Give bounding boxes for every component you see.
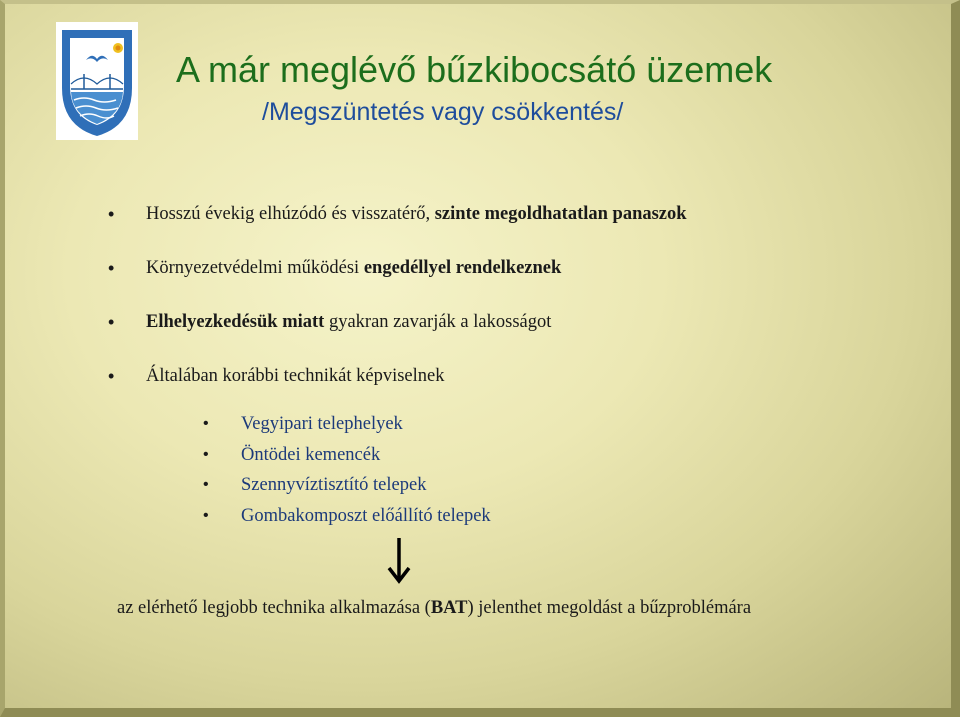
bullet-emphasis: szinte megoldhatatlan panaszok bbox=[434, 204, 687, 224]
sub-bullet-item: • Vegyipari telephelyek bbox=[203, 413, 491, 444]
bullet-text: Hosszú évekig elhúzódó és visszatérő, bbox=[146, 204, 435, 224]
sub-bullet-item: • Gombakomposzt előállító telepek bbox=[203, 505, 491, 536]
slide-subtitle: /Megszüntetés vagy csökkentés/ bbox=[262, 98, 624, 126]
sub-bullet-list bbox=[203, 413, 491, 535]
agency-logo bbox=[56, 22, 138, 140]
slide-title: A már meglévő bűzkibocsátó üzemek bbox=[176, 49, 773, 90]
bullet-emphasis: Elhelyezkedésük miatt bbox=[146, 312, 325, 332]
main-bullet-list bbox=[108, 202, 687, 418]
bullet-item bbox=[108, 256, 687, 310]
bullet-item bbox=[108, 364, 687, 418]
bullet-emphasis: engedéllyel rendelkeznek bbox=[363, 258, 562, 278]
bullet-text: Környezetvédelmi működési bbox=[146, 258, 364, 278]
sub-bullet-item: • Öntödei kemencék bbox=[203, 444, 491, 475]
bullet-item bbox=[108, 202, 687, 256]
conclusion-pre: az elérhető legjobb technika alkalmazása ( bbox=[117, 598, 431, 618]
conclusion-text bbox=[117, 596, 751, 620]
bullet-item bbox=[108, 310, 687, 364]
conclusion-post: ) jelenthet megoldást a bűzproblémára bbox=[467, 598, 752, 618]
bullet-text-end: gyakran zavarják a lakosságot bbox=[324, 312, 552, 332]
down-arrow-icon bbox=[385, 536, 413, 584]
bullet-text: Általában korábbi technikát képviselnek bbox=[146, 366, 445, 386]
conclusion-bat: BAT bbox=[430, 598, 468, 618]
sub-bullet-item: • Szennyvíztisztító telepek bbox=[203, 474, 491, 505]
